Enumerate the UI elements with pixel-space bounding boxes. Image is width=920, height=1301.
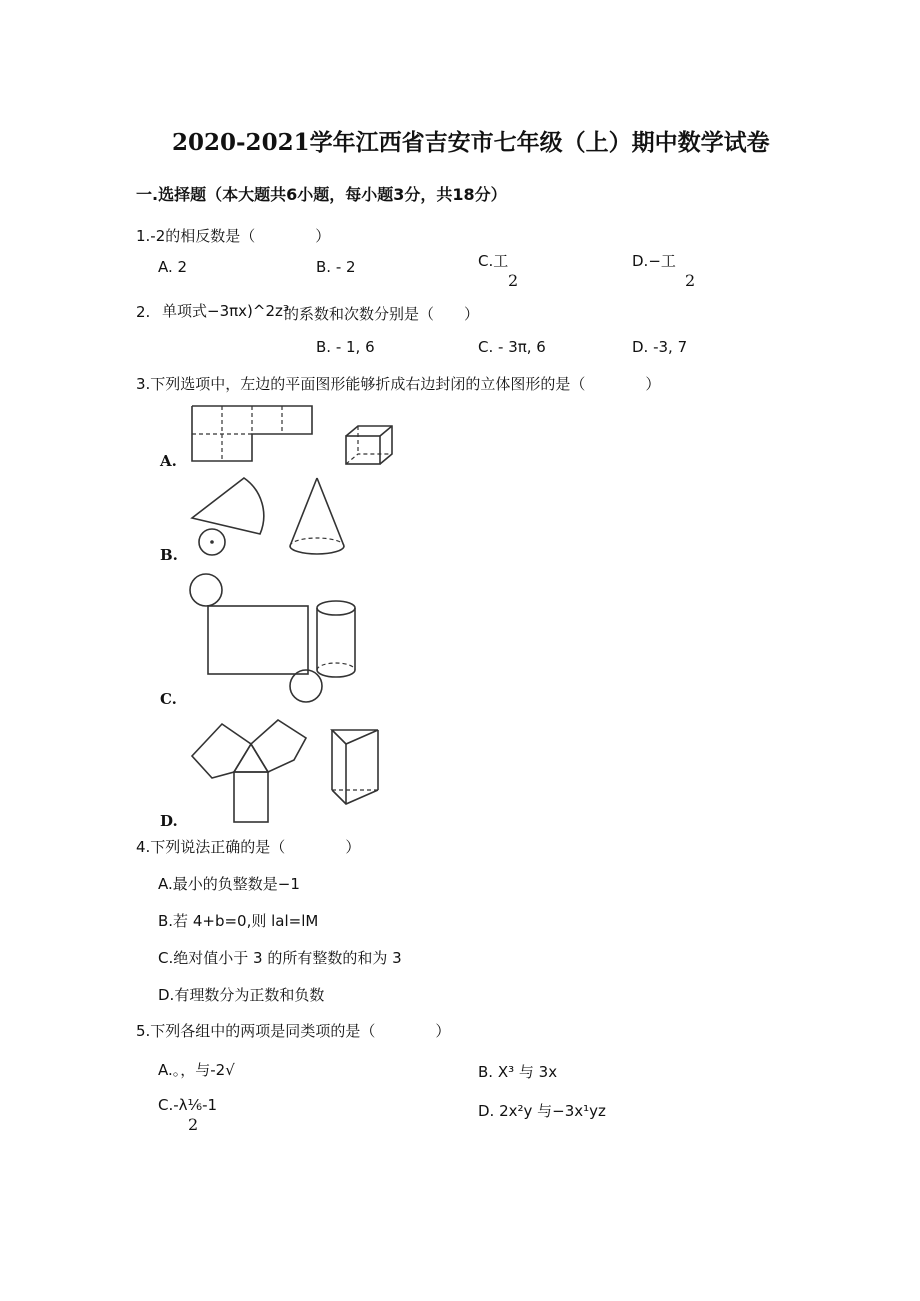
q2-option-b: B. - 1, 6	[316, 338, 375, 356]
figure-b-cone	[286, 474, 348, 558]
q4-option-c: C.绝对值小于 3 的所有整数的和为 3	[158, 949, 402, 967]
q4-option-a: A.最小的负整数是−1	[158, 875, 300, 893]
question-2-number: 2.	[136, 303, 151, 321]
figure-c-cylinder-net	[188, 572, 328, 706]
exam-title: 2020-2021学年江西省吉安市七年级（上）期中数学试卷	[172, 129, 770, 156]
question-2-stem: 单项式−3πx)^2z³	[162, 302, 289, 320]
question-1-stem: 1.-2的相反数是（ ）	[136, 227, 331, 245]
figure-a-label: A.	[160, 452, 177, 470]
q4-option-d: D.有理数分为正数和负数	[158, 986, 325, 1004]
figure-b-label: B.	[160, 546, 178, 564]
figure-a-cube-net	[190, 404, 315, 464]
q1-option-c: C.工	[478, 252, 509, 270]
q5-option-c-denominator: 2	[188, 1115, 199, 1134]
q5-option-d: D. 2x²y 与−3x¹yz	[478, 1102, 606, 1120]
question-3-stem: 3.下列选项中，左边的平面图形能够折成右边封闭的立体图形的是（ ）	[136, 375, 661, 393]
q1-option-b: B. - 2	[316, 258, 356, 276]
q5-option-a: A.。，与-2√	[158, 1061, 235, 1079]
q2-option-c: C. - 3π, 6	[478, 338, 546, 356]
q1-option-d: D.−工	[632, 252, 676, 270]
q1-option-a: A. 2	[158, 258, 188, 276]
q2-option-d: D. -3, 7	[632, 338, 688, 356]
q5-option-c: C.-λ⅙-1	[158, 1096, 218, 1114]
question-2-stem-tail: 的系数和次数分别是（ ）	[284, 305, 480, 323]
figure-d-prism	[328, 726, 384, 808]
figure-d-prism-net	[188, 716, 316, 826]
q1-option-d-denominator: 2	[685, 271, 696, 290]
figure-c-label: C.	[160, 690, 177, 708]
question-5-stem: 5.下列各组中的两项是同类项的是（ ）	[136, 1022, 451, 1040]
figure-b-cone-net	[188, 474, 268, 558]
figure-a-cube	[344, 424, 396, 466]
question-4-stem: 4.下列说法正确的是（ ）	[136, 838, 361, 856]
figure-d-label: D.	[160, 812, 178, 830]
section-heading: 一.选择题（本大题共6小题，每小题3分，共18分）	[136, 185, 507, 204]
figure-c-cylinder	[314, 598, 358, 682]
q4-option-b: B.若 4+b=0,则 lal=lM	[158, 912, 319, 930]
q1-option-c-denominator: 2	[508, 271, 519, 290]
q5-option-b: B. X³ 与 3x	[478, 1063, 558, 1081]
